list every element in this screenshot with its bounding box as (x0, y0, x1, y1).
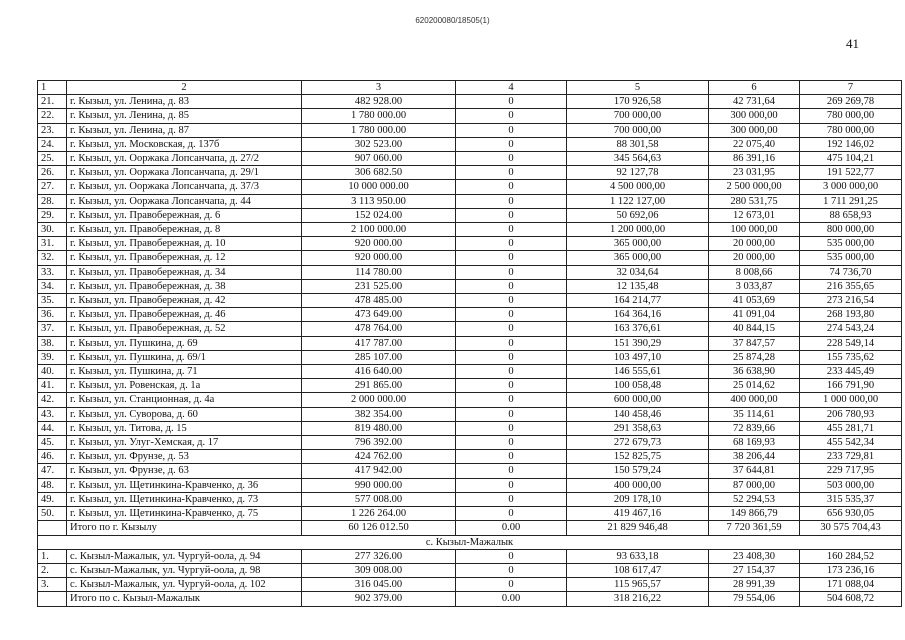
document-id: 620200080/18505(1) (415, 16, 490, 25)
col3-cell: 907 060.00 (302, 152, 456, 166)
col6-cell: 149 866,79 (709, 507, 800, 521)
table-row (38, 492, 902, 506)
row-number: 23. (38, 123, 67, 137)
col5-cell: 151 390,29 (567, 336, 709, 350)
col3-cell: 577 008.00 (302, 492, 456, 506)
table-row (38, 393, 902, 407)
col7-cell: 504 608,72 (800, 592, 902, 606)
col7-cell: 535 000,00 (800, 251, 902, 265)
col7-cell: 475 104,21 (800, 152, 902, 166)
row-number: 32. (38, 251, 67, 265)
table-row (38, 336, 902, 350)
row-number: 30. (38, 223, 67, 237)
col5-cell: 163 376,61 (567, 322, 709, 336)
col7-cell: 274 543,24 (800, 322, 902, 336)
col3-cell: 990 000.00 (302, 478, 456, 492)
table-row (38, 436, 902, 450)
col7-cell: 216 355,65 (800, 279, 902, 293)
table-row (38, 251, 902, 265)
row-number: 21. (38, 95, 67, 109)
col6-cell: 400 000,00 (709, 393, 800, 407)
row-number: 3. (38, 578, 67, 592)
col3-cell: 482 928.00 (302, 95, 456, 109)
col5-cell: 419 467,16 (567, 507, 709, 521)
address-cell: г. Кызыл, ул. Правобережная, д. 12 (67, 251, 302, 265)
col3-cell: 416 640.00 (302, 365, 456, 379)
col6-cell: 20 000,00 (709, 251, 800, 265)
col5-cell: 92 127,78 (567, 166, 709, 180)
address-cell: г. Кызыл, ул. Станционная, д. 4а (67, 393, 302, 407)
col5-cell: 88 301,58 (567, 137, 709, 151)
col5-cell: 318 216,22 (567, 592, 709, 606)
col5-cell: 4 500 000,00 (567, 180, 709, 194)
col4-cell: 0 (456, 294, 567, 308)
row-number: 2. (38, 563, 67, 577)
col5-cell: 170 926,58 (567, 95, 709, 109)
col6-cell: 27 154,37 (709, 563, 800, 577)
row-number: 29. (38, 208, 67, 222)
col6-cell: 37 644,81 (709, 464, 800, 478)
col7-cell: 233 729,81 (800, 450, 902, 464)
table-row (38, 464, 902, 478)
col6-cell: 3 033,87 (709, 279, 800, 293)
col3-cell: 277 326.00 (302, 549, 456, 563)
col4-cell: 0 (456, 563, 567, 577)
table-row (38, 294, 902, 308)
col6-cell: 87 000,00 (709, 478, 800, 492)
address-cell: г. Кызыл, ул. Ооржака Лопсанчапа, д. 29/1 (67, 166, 302, 180)
col6-cell: 28 991,39 (709, 578, 800, 592)
address-cell: г. Кызыл, ул. Улуг-Хемская, д. 17 (67, 436, 302, 450)
col4-cell: 0 (456, 95, 567, 109)
col3-cell: 2 000 000.00 (302, 393, 456, 407)
col3-cell: 819 480.00 (302, 421, 456, 435)
table-row (38, 322, 902, 336)
table-row (38, 237, 902, 251)
col5-cell: 150 579,24 (567, 464, 709, 478)
header-cell: 4 (456, 81, 567, 95)
col5-cell: 700 000,00 (567, 109, 709, 123)
address-cell: с. Кызыл-Мажалык, ул. Чургуй-оола, д. 98 (67, 563, 302, 577)
section-title: с. Кызыл-Мажалык (38, 535, 902, 549)
address-cell: г. Кызыл, ул. Щетинкина-Кравченко, д. 73 (67, 492, 302, 506)
col7-cell: 273 216,54 (800, 294, 902, 308)
col5-cell: 108 617,47 (567, 563, 709, 577)
col4-cell: 0 (456, 322, 567, 336)
col5-cell: 209 178,10 (567, 492, 709, 506)
table-row (38, 279, 902, 293)
col3-cell: 424 762.00 (302, 450, 456, 464)
col4-cell: 0 (456, 223, 567, 237)
section-header-row (38, 535, 902, 549)
col6-cell: 100 000,00 (709, 223, 800, 237)
col5-cell: 146 555,61 (567, 365, 709, 379)
row-number: 37. (38, 322, 67, 336)
table-row (38, 563, 902, 577)
table-row (38, 350, 902, 364)
col4-cell: 0 (456, 407, 567, 421)
table-row (38, 421, 902, 435)
col4-cell: 0 (456, 549, 567, 563)
col4-cell: 0 (456, 237, 567, 251)
table-row (38, 549, 902, 563)
col7-cell: 192 146,02 (800, 137, 902, 151)
col7-cell: 315 535,37 (800, 492, 902, 506)
col4-cell: 0 (456, 450, 567, 464)
row-number: 27. (38, 180, 67, 194)
col3-cell: 417 942.00 (302, 464, 456, 478)
total-row (38, 592, 902, 606)
col4-cell: 0 (456, 109, 567, 123)
col5-cell: 365 000,00 (567, 251, 709, 265)
row-number: 25. (38, 152, 67, 166)
col5-cell: 115 965,57 (567, 578, 709, 592)
table-row (38, 123, 902, 137)
col4-cell: 0 (456, 393, 567, 407)
address-cell: г. Кызыл, ул. Правобережная, д. 10 (67, 237, 302, 251)
table-row (38, 109, 902, 123)
col7-cell: 233 445,49 (800, 365, 902, 379)
col4-cell: 0 (456, 208, 567, 222)
col4-cell: 0 (456, 478, 567, 492)
row-number: 39. (38, 350, 67, 364)
col3-cell: 10 000 000.00 (302, 180, 456, 194)
col4-cell: 0 (456, 379, 567, 393)
col4-cell: 0.00 (456, 521, 567, 535)
col3-cell: 285 107.00 (302, 350, 456, 364)
row-number: 44. (38, 421, 67, 435)
col7-cell: 228 549,14 (800, 336, 902, 350)
col5-cell: 272 679,73 (567, 436, 709, 450)
col7-cell: 30 575 704,43 (800, 521, 902, 535)
col6-cell: 23 408,30 (709, 549, 800, 563)
page-number: 41 (846, 36, 859, 51)
row-number: 42. (38, 393, 67, 407)
col4-cell: 0 (456, 464, 567, 478)
col6-cell: 40 844,15 (709, 322, 800, 336)
col6-cell: 7 720 361,59 (709, 521, 800, 535)
col4-cell: 0 (456, 507, 567, 521)
row-number: 28. (38, 194, 67, 208)
col3-cell: 114 780.00 (302, 265, 456, 279)
row-number: 31. (38, 237, 67, 251)
row-number: 45. (38, 436, 67, 450)
col3-cell: 1 780 000.00 (302, 109, 456, 123)
table-row (38, 180, 902, 194)
col7-cell: 191 522,77 (800, 166, 902, 180)
col7-cell: 1 711 291,25 (800, 194, 902, 208)
address-cell: г. Кызыл, ул. Ленина, д. 87 (67, 123, 302, 137)
table-row (38, 507, 902, 521)
table-row (38, 308, 902, 322)
col5-cell: 365 000,00 (567, 237, 709, 251)
header-cell: 2 (67, 81, 302, 95)
col6-cell: 72 839,66 (709, 421, 800, 435)
col3-cell: 796 392.00 (302, 436, 456, 450)
col7-cell: 229 717,95 (800, 464, 902, 478)
address-cell: г. Кызыл, ул. Ооржака Лопсанчапа, д. 37/3 (67, 180, 302, 194)
address-cell: г. Кызыл, ул. Пушкина, д. 69 (67, 336, 302, 350)
row-number: 46. (38, 450, 67, 464)
col6-cell: 23 031,95 (709, 166, 800, 180)
col4-cell: 0 (456, 251, 567, 265)
row-number: 47. (38, 464, 67, 478)
col7-cell: 535 000,00 (800, 237, 902, 251)
table-row (38, 478, 902, 492)
address-cell: г. Кызыл, ул. Правобережная, д. 34 (67, 265, 302, 279)
col3-cell: 382 354.00 (302, 407, 456, 421)
col3-cell: 920 000.00 (302, 251, 456, 265)
table-row (38, 450, 902, 464)
col7-cell: 166 791,90 (800, 379, 902, 393)
address-cell: г. Кызыл, ул. Правобережная, д. 6 (67, 208, 302, 222)
row-number (38, 521, 67, 535)
col3-cell: 231 525.00 (302, 279, 456, 293)
col5-cell: 103 497,10 (567, 350, 709, 364)
col7-cell: 3 000 000,00 (800, 180, 902, 194)
col5-cell: 600 000,00 (567, 393, 709, 407)
table-row (38, 95, 902, 109)
address-cell: г. Кызыл, ул. Ленина, д. 85 (67, 109, 302, 123)
col7-cell: 268 193,80 (800, 308, 902, 322)
table-row (38, 223, 902, 237)
table-row (38, 152, 902, 166)
header-row (38, 81, 902, 95)
col6-cell: 79 554,06 (709, 592, 800, 606)
col3-cell: 309 008.00 (302, 563, 456, 577)
address-cell: г. Кызыл, ул. Фрунзе, д. 53 (67, 450, 302, 464)
header-cell: 6 (709, 81, 800, 95)
col4-cell: 0 (456, 421, 567, 435)
col6-cell: 38 206,44 (709, 450, 800, 464)
row-number: 33. (38, 265, 67, 279)
col3-cell: 302 523.00 (302, 137, 456, 151)
address-cell: с. Кызыл-Мажалык, ул. Чургуй-оола, д. 102 (67, 578, 302, 592)
col3-cell: 60 126 012.50 (302, 521, 456, 535)
col5-cell: 700 000,00 (567, 123, 709, 137)
total-row (38, 521, 902, 535)
col3-cell: 902 379.00 (302, 592, 456, 606)
address-cell: г. Кызыл, ул. Ленина, д. 83 (67, 95, 302, 109)
col5-cell: 21 829 946,48 (567, 521, 709, 535)
col3-cell: 291 865.00 (302, 379, 456, 393)
table-row (38, 194, 902, 208)
col6-cell: 25 874,28 (709, 350, 800, 364)
col7-cell: 455 542,34 (800, 436, 902, 450)
address-cell: Итого по с. Кызыл-Мажалык (67, 592, 302, 606)
address-cell: г. Кызыл, ул. Московская, д. 137б (67, 137, 302, 151)
row-number: 49. (38, 492, 67, 506)
col4-cell: 0 (456, 180, 567, 194)
col5-cell: 1 122 127,00 (567, 194, 709, 208)
col3-cell: 473 649.00 (302, 308, 456, 322)
address-cell: г. Кызыл, ул. Щетинкина-Кравченко, д. 75 (67, 507, 302, 521)
col3-cell: 417 787.00 (302, 336, 456, 350)
col6-cell: 20 000,00 (709, 237, 800, 251)
col3-cell: 1 226 264.00 (302, 507, 456, 521)
col4-cell: 0 (456, 166, 567, 180)
col4-cell: 0 (456, 365, 567, 379)
row-number: 1. (38, 549, 67, 563)
col5-cell: 32 034,64 (567, 265, 709, 279)
table-row (38, 578, 902, 592)
col5-cell: 291 358,63 (567, 421, 709, 435)
col3-cell: 478 485.00 (302, 294, 456, 308)
col3-cell: 152 024.00 (302, 208, 456, 222)
row-number: 24. (38, 137, 67, 151)
address-cell: г. Кызыл, ул. Правобережная, д. 8 (67, 223, 302, 237)
address-cell: г. Кызыл, ул. Щетинкина-Кравченко, д. 36 (67, 478, 302, 492)
col6-cell: 68 169,93 (709, 436, 800, 450)
col5-cell: 345 564,63 (567, 152, 709, 166)
col6-cell: 35 114,61 (709, 407, 800, 421)
row-number: 22. (38, 109, 67, 123)
address-cell: г. Кызыл, ул. Пушкина, д. 69/1 (67, 350, 302, 364)
col4-cell: 0 (456, 308, 567, 322)
col5-cell: 400 000,00 (567, 478, 709, 492)
address-cell: г. Кызыл, ул. Титова, д. 15 (67, 421, 302, 435)
row-number: 41. (38, 379, 67, 393)
header-cell: 1 (38, 81, 67, 95)
row-number: 40. (38, 365, 67, 379)
row-number: 35. (38, 294, 67, 308)
col5-cell: 93 633,18 (567, 549, 709, 563)
col4-cell: 0 (456, 279, 567, 293)
col4-cell: 0 (456, 492, 567, 506)
row-number: 38. (38, 336, 67, 350)
header-cell: 3 (302, 81, 456, 95)
col6-cell: 36 638,90 (709, 365, 800, 379)
row-number (38, 592, 67, 606)
address-cell: г. Кызыл, ул. Суворова, д. 60 (67, 407, 302, 421)
col7-cell: 171 088,04 (800, 578, 902, 592)
row-number: 26. (38, 166, 67, 180)
col6-cell: 37 847,57 (709, 336, 800, 350)
col5-cell: 100 058,48 (567, 379, 709, 393)
table-row (38, 379, 902, 393)
address-cell: г. Кызыл, ул. Правобережная, д. 42 (67, 294, 302, 308)
col7-cell: 780 000,00 (800, 123, 902, 137)
col6-cell: 41 091,04 (709, 308, 800, 322)
col7-cell: 800 000,00 (800, 223, 902, 237)
col4-cell: 0 (456, 137, 567, 151)
col3-cell: 3 113 950.00 (302, 194, 456, 208)
col3-cell: 316 045.00 (302, 578, 456, 592)
col6-cell: 2 500 000,00 (709, 180, 800, 194)
col6-cell: 300 000,00 (709, 123, 800, 137)
table-row (38, 166, 902, 180)
col3-cell: 478 764.00 (302, 322, 456, 336)
address-cell: г. Кызыл, ул. Правобережная, д. 52 (67, 322, 302, 336)
address-cell: г. Кызыл, ул. Ооржака Лопсанчапа, д. 27/2 (67, 152, 302, 166)
col5-cell: 164 364,16 (567, 308, 709, 322)
col4-cell: 0 (456, 436, 567, 450)
col6-cell: 12 673,01 (709, 208, 800, 222)
col4-cell: 0 (456, 194, 567, 208)
col6-cell: 86 391,16 (709, 152, 800, 166)
table-row (38, 208, 902, 222)
col4-cell: 0 (456, 350, 567, 364)
address-cell: г. Кызыл, ул. Ровенская, д. 1а (67, 379, 302, 393)
col6-cell: 22 075,40 (709, 137, 800, 151)
col7-cell: 455 281,71 (800, 421, 902, 435)
col6-cell: 300 000,00 (709, 109, 800, 123)
header-cell: 7 (800, 81, 902, 95)
address-cell: г. Кызыл, ул. Ооржака Лопсанчапа, д. 44 (67, 194, 302, 208)
row-number: 34. (38, 279, 67, 293)
col7-cell: 1 000 000,00 (800, 393, 902, 407)
col5-cell: 12 135,48 (567, 279, 709, 293)
col4-cell: 0 (456, 152, 567, 166)
col6-cell: 25 014,62 (709, 379, 800, 393)
col4-cell: 0 (456, 336, 567, 350)
col3-cell: 1 780 000.00 (302, 123, 456, 137)
col5-cell: 152 825,75 (567, 450, 709, 464)
address-cell: г. Кызыл, ул. Пушкина, д. 71 (67, 365, 302, 379)
row-number: 48. (38, 478, 67, 492)
col6-cell: 41 053,69 (709, 294, 800, 308)
col4-cell: 0 (456, 265, 567, 279)
col6-cell: 42 731,64 (709, 95, 800, 109)
table-row (38, 265, 902, 279)
address-cell: Итого по г. Кызылу (67, 521, 302, 535)
table-row (38, 137, 902, 151)
col7-cell: 269 269,78 (800, 95, 902, 109)
row-number: 50. (38, 507, 67, 521)
col7-cell: 173 236,16 (800, 563, 902, 577)
col5-cell: 164 214,77 (567, 294, 709, 308)
col7-cell: 74 736,70 (800, 265, 902, 279)
col4-cell: 0 (456, 578, 567, 592)
col7-cell: 88 658,93 (800, 208, 902, 222)
table-row (38, 365, 902, 379)
col6-cell: 280 531,75 (709, 194, 800, 208)
col5-cell: 1 200 000,00 (567, 223, 709, 237)
data-table (37, 80, 902, 607)
col3-cell: 306 682.50 (302, 166, 456, 180)
col6-cell: 8 008,66 (709, 265, 800, 279)
table-row (38, 407, 902, 421)
col4-cell: 0 (456, 123, 567, 137)
header-cell: 5 (567, 81, 709, 95)
col7-cell: 155 735,62 (800, 350, 902, 364)
address-cell: г. Кызыл, ул. Правобережная, д. 38 (67, 279, 302, 293)
col5-cell: 140 458,46 (567, 407, 709, 421)
col4-cell: 0.00 (456, 592, 567, 606)
col3-cell: 920 000.00 (302, 237, 456, 251)
col3-cell: 2 100 000.00 (302, 223, 456, 237)
col7-cell: 206 780,93 (800, 407, 902, 421)
col6-cell: 52 294,53 (709, 492, 800, 506)
row-number: 43. (38, 407, 67, 421)
col5-cell: 50 692,06 (567, 208, 709, 222)
col7-cell: 160 284,52 (800, 549, 902, 563)
col7-cell: 780 000,00 (800, 109, 902, 123)
address-cell: г. Кызыл, ул. Правобережная, д. 46 (67, 308, 302, 322)
address-cell: с. Кызыл-Мажалык, ул. Чургуй-оола, д. 94 (67, 549, 302, 563)
col7-cell: 656 930,05 (800, 507, 902, 521)
row-number: 36. (38, 308, 67, 322)
address-cell: г. Кызыл, ул. Фрунзе, д. 63 (67, 464, 302, 478)
col7-cell: 503 000,00 (800, 478, 902, 492)
